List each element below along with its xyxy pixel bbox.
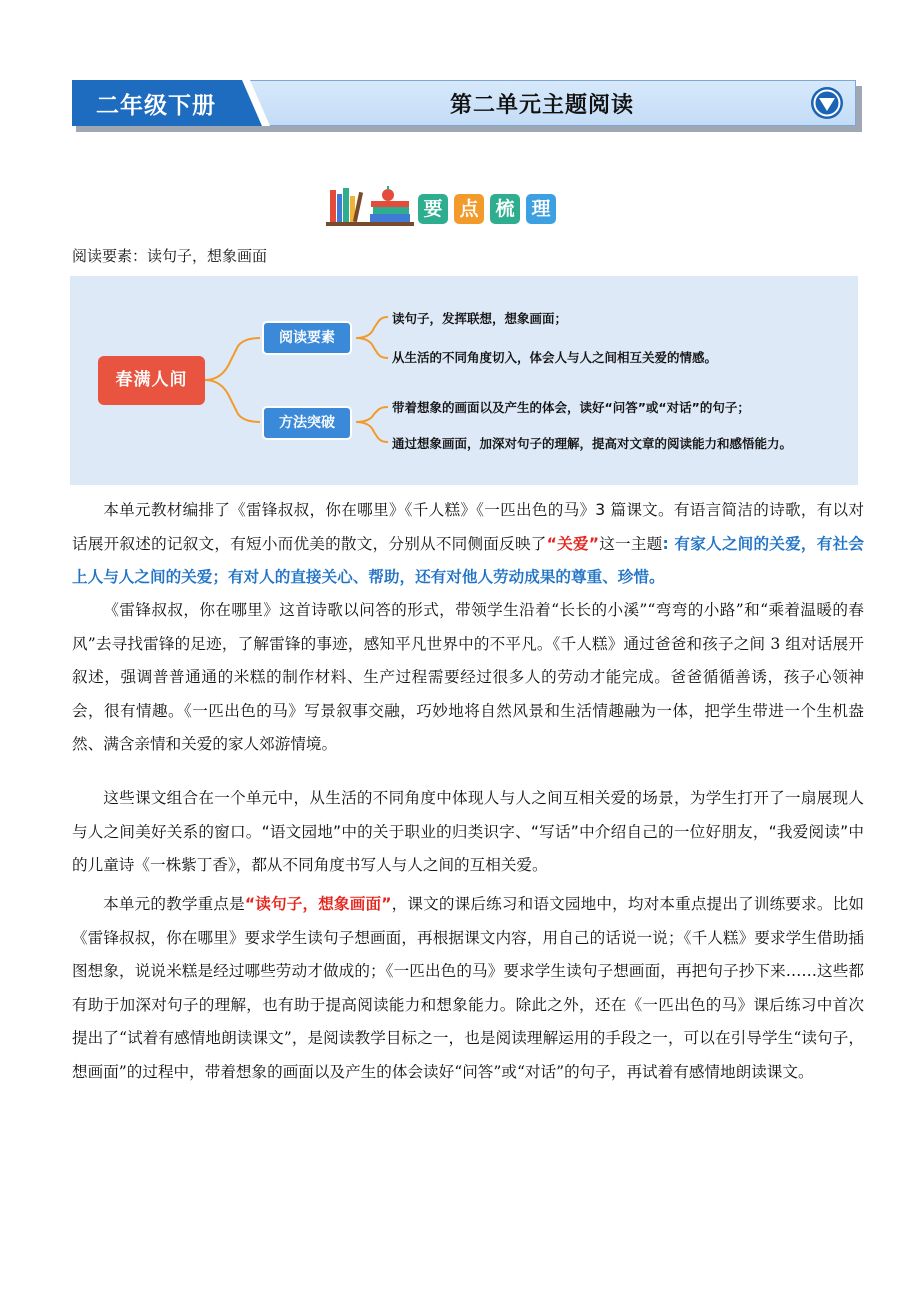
p1-topic: 这一主题 (598, 534, 663, 553)
branch-reading-elements: 阅读要素 (262, 321, 352, 355)
title-char-1: 要 (418, 194, 448, 224)
mind-map (70, 276, 858, 485)
p4-text-3: 比如《雷锋叔叔，你在哪里》要求学生读句子想画面，再根据课文内容，用自己的话说一说；《千人糕》要求学生借助插图想象，说说米糕是经过哪些劳动才做成的；《一匹出色的马》要求学生读句子想画面，再把句子抄下来……这些都有助于加深对句子的理解，也有助于提高阅读能力和想象能力。除此之外，还在《一匹出色的马》课后练习中首次提出了“试着有感情地朗读课文”，是阅读教学目标之一，也是阅读理解运用的手段之一，可以在引导学生“读句子，想画面”的过程中，带着想象的画面以及产生的体会读好“问答”或“对话”的句子，再试着有感情地朗读课文。 (72, 895, 864, 1081)
unit-title: 第二单元主题阅读 (450, 93, 635, 118)
title-char-3: 梳 (490, 194, 520, 224)
p4-red-keyword: “读句子，想象画面” (244, 895, 392, 913)
p4-text: 本单元的教学重点是 (103, 895, 245, 913)
paragraph-1 (72, 494, 864, 595)
reading-elements-line: 阅读要素：读句子，想象画面 (72, 247, 268, 265)
p3-text: 这些课文组合在一个单元中，从生活的不同角度中体现人与人之间互相关爱的场景，为学生打开了一扇展现人与人之间美好关系的窗口。“语文园地”中的关于职业的归类识字、“写话”中介绍自己的一位好朋友，“我爱阅读”中的儿童诗《一株紫丁香》，都从不同角度书写人与人之间的互相关爱。 (72, 789, 864, 875)
grade-label: 二年级下册 (96, 93, 216, 119)
paragraph-3 (72, 782, 864, 883)
chevron-down-circle-icon (810, 86, 844, 120)
title-char-2: 点 (454, 194, 484, 224)
branch-method: 方法突破 (262, 406, 352, 440)
leaf-method-2: 通过想象画面，加深对句子的理解，提高对文章的阅读能力和感悟能力。 (392, 436, 793, 451)
leaf-reading-1: 读句子，发挥联想，想象画面； (392, 311, 568, 326)
page-header (72, 80, 862, 132)
title-char-4: 理 (526, 194, 556, 224)
p2-text: 《雷锋叔叔，你在哪里》这首诗歌以问答的形式，带领学生沿着“长长的小溪”“弯弯的小路”和“乘着温暖的春风”去寻找雷锋的足迹，了解雷锋的事迹，感知平凡世界中的不平凡。《千人糕》通过爸爸和孩子之间 3 组对话展开叙述，强调普普通通的米糕的制作材料、生产过程需要经过很多人的劳动才能完成。爸爸循循善诱，孩子心领神会，很有情趣。《一匹出色的马》写景叙事交融，巧妙地将自然风景和生活情趣融为一体，把学生带进一个生机盎然、满含亲情和关爱的家人郊游情境。 (72, 601, 864, 754)
paragraph-4 (72, 888, 864, 1090)
mindmap-root: 春满人间 (98, 356, 205, 405)
books-icon (326, 184, 414, 226)
p4-text-2: ，课文的课后练习和语文园地中，均对本重点提出了训练要求。 (391, 895, 833, 913)
leaf-reading-2: 从生活的不同角度切入，体会人与人之间相互关爱的情感。 (392, 350, 718, 365)
leaf-method-1: 带着想象的画面以及产生的体会，读好“问答”或“对话”的句子； (392, 400, 750, 415)
paragraph-2 (72, 594, 864, 762)
p1-red-keyword: “关爱” (546, 534, 599, 553)
p1-text: 本单元教材编排了《雷锋叔叔，你在哪里》《千人糕》《一匹出色的马》3 篇课文。有语言简洁的诗歌，有以对话展开叙述的记叙文，有短小而优美的散文，分别从不同侧面反映了 (72, 501, 864, 553)
p1-blue-emphasis: : 有家人之间的关爱，有社会上人与人之间的关爱；有对人的直接关心、帮助，还有对他人劳动成果的尊重、珍惜。 (72, 534, 864, 587)
